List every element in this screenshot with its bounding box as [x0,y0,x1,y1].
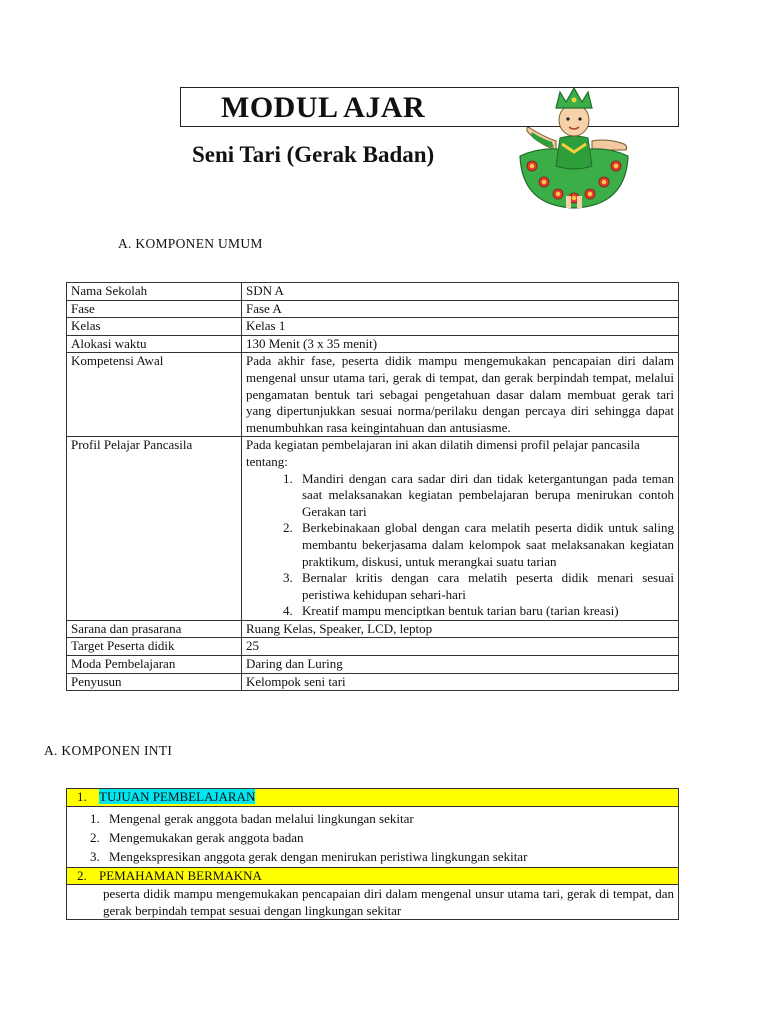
profil-intro: Pada kegiatan pembelajaran ini akan dilatih dimensi profil pelajar pancasila tentang: [246,437,640,469]
list-item: 2. Mengemukakan gerak anggota badan [103,828,674,847]
section-number: 1. [77,789,87,804]
row-label: Penyusun [67,673,242,691]
pemahaman-cell [67,885,679,920]
table-row [67,885,679,920]
table-row [67,353,679,437]
row-label: Kompetensi Awal [67,353,242,437]
row-value: Daring dan Luring [242,656,679,674]
row-value: 130 Menit (3 x 35 menit) [242,335,679,353]
table-row [67,673,679,691]
section-number: 2. [77,867,87,883]
row-label: Alokasi waktu [67,335,242,353]
list-item: 4. Kreatif mampu menciptkan bentuk tarian baru (tarian kreasi) [296,603,674,620]
list-item: 1. Mengenal gerak anggota badan melalui lingkungan sekitar [103,809,674,828]
row-value: Fase A [242,300,679,318]
table-row [67,620,679,638]
section-heading-komponen-inti: A. KOMPONEN INTI [44,743,173,758]
row-value: Kelas 1 [242,318,679,336]
profil-pelajar-cell [242,437,679,621]
table-row [67,300,679,318]
table-row [67,806,679,867]
komponen-umum-table [66,282,679,691]
row-label: Kelas [67,318,242,336]
dancer-mascot-icon [512,86,636,210]
tujuan-heading: TUJUAN PEMBELAJARAN [99,789,256,804]
table-row [67,867,679,885]
kompetensi-awal-text: Pada akhir fase, peserta didik mampu mengemukakan pencapaian diri dalam mengenal unsur utama tari, gerak di tempat, dan gerak berpindah tempat, melalui pengamatan bentuk tari sebagai pengetahuan dasar dalam membuat gerak tari yang dipertunjukkan sesuai norma/perilaku dengan percaya diri sehingga dapat menumbuhkan rasa keingintahuan dan antusiasme. [242,353,679,437]
table-row [67,335,679,353]
list-item: 2. Berkebinakaan global dengan cara melatih peserta didik untuk saling membantu bekerjasama dalam kelompok saat melaksanakan kegiatan praktikum, diskusi, untuk merangkai suatu tarian [296,520,674,570]
list-item: 3. Bernalar kritis dengan cara melatih peserta didik menari sesuai peristiwa kehidupan sehari-hari [296,570,674,603]
tujuan-list [71,809,674,867]
komponen-inti-table [66,788,679,920]
profil-list [246,471,674,620]
table-row [67,638,679,656]
tujuan-cell [67,806,679,867]
list-item: 1. Mandiri dengan cara sadar diri dan tidak ketergantungan pada teman saat melaksanakan kegiatan pembelajaran berupa menirukan contoh Gerakan tari [296,471,674,521]
row-label: Moda Pembelajaran [67,656,242,674]
row-value: Kelompok seni tari [242,673,679,691]
page-subtitle: Seni Tari (Gerak Badan) [192,142,435,167]
table-row [67,789,679,807]
row-label: Fase [67,300,242,318]
row-label: Nama Sekolah [67,283,242,301]
table-row [67,318,679,336]
list-item: 3. Mengekspresikan anggota gerak dengan menirukan peristiwa lingkungan sekitar [103,847,674,866]
table-row [67,437,679,621]
row-value: Ruang Kelas, Speaker, LCD, leptop [242,620,679,638]
pemahaman-text: peserta didik mampu mengemukakan pencapaian diri dalam mengenal unsur utama tari, gerak di tempat, dan gerak berpindah tempat sesuai dengan lingkungan sekitar [103,886,674,919]
row-label: Sarana dan prasarana [67,620,242,638]
section-heading-komponen-umum: A. KOMPONEN UMUM [118,236,263,251]
row-label: Profil Pelajar Pancasila [67,437,242,621]
row-value: 25 [242,638,679,656]
row-label: Target Peserta didik [67,638,242,656]
pemahaman-heading: PEMAHAMAN BERMAKNA [99,867,262,883]
table-row [67,283,679,301]
row-value: SDN A [242,283,679,301]
pemahaman-header [67,867,679,885]
tujuan-header [67,789,679,807]
page-title: MODUL AJAR [221,91,426,124]
table-row [67,656,679,674]
